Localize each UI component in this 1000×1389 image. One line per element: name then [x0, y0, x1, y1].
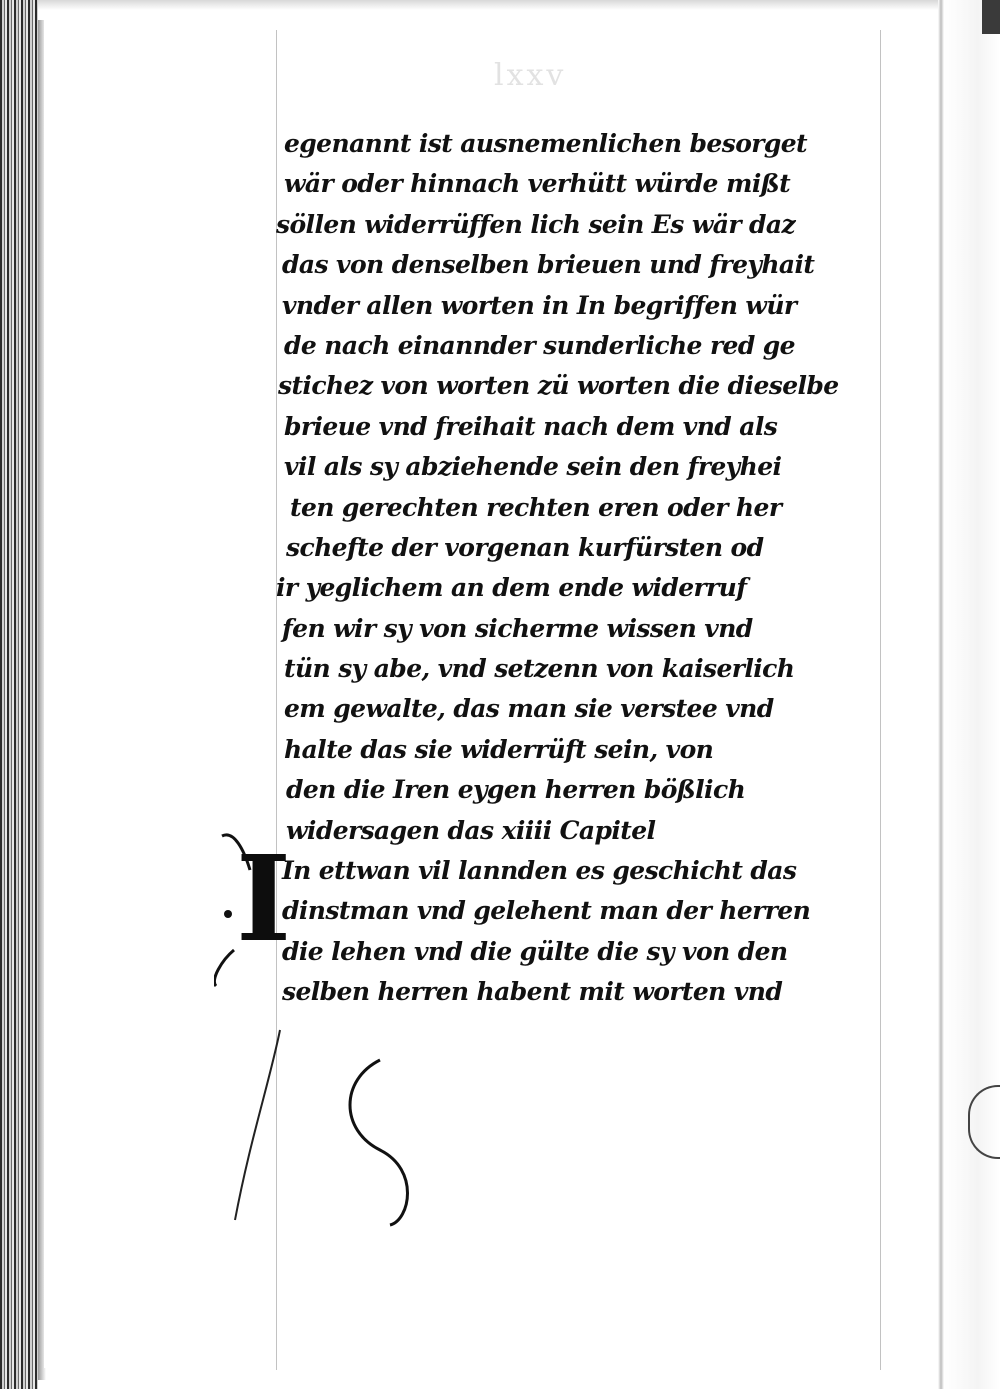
initial-letter: I — [236, 829, 292, 968]
text-line: em gewalte, das man sie verstee vnd — [284, 694, 774, 724]
text-line: halte das sie widerrüft sein, von — [284, 734, 714, 764]
text-line: selben herren habent mit worten vnd — [282, 977, 783, 1007]
text-line: vnder allen worten in In begriffen wür — [282, 290, 797, 320]
text-line: ir yeglichem an dem ende widerruf — [276, 573, 747, 603]
text-line: schefte der vorgenan kurfürsten od — [286, 532, 764, 562]
binding-corner — [982, 0, 1000, 34]
text-line: vil als sy abziehende sein den freyhei — [284, 452, 782, 482]
book-fore-edge — [0, 0, 38, 1389]
page-gutter — [938, 0, 1000, 1389]
text-line: egenannt ist ausnemenlichen besorget — [284, 129, 807, 158]
chapter-heading: widersagen das xiiii Capitel — [286, 815, 656, 845]
text-line: wär oder hinnach verhütt würde mißt — [284, 169, 791, 199]
text-line: tün sy abe, vnd setzenn von kaiserlich — [284, 654, 795, 684]
text-line: stichez von worten zü worten die dieselbe — [278, 371, 839, 401]
text-line: söllen widerrüffen lich sein Es wär daz — [276, 209, 796, 239]
text-line: de nach einannder sunderliche red ge — [284, 330, 795, 360]
text-line: das von denselben brieuen und freyhait — [282, 250, 815, 280]
text-line: den die Iren eygen herren bößlich — [286, 775, 746, 805]
text-line: ten gerechten rechten eren oder her — [290, 492, 782, 522]
descender-flourish-icon — [230, 1020, 420, 1230]
text-line: die lehen vnd die gülte die sy von den — [282, 936, 788, 966]
text-line: In ettwan vil lannden es geschicht das — [282, 856, 797, 886]
folio-number: lxxv — [494, 58, 567, 93]
manuscript-text — [270, 124, 920, 1013]
text-line: brieue vnd freihait nach dem vnd als — [284, 411, 778, 441]
scan-top-edge — [0, 0, 1000, 10]
text-line: dinstman vnd gelehent man der herren — [282, 896, 811, 926]
text-line: fen wir sy von sicherme wissen vnd — [282, 613, 753, 643]
